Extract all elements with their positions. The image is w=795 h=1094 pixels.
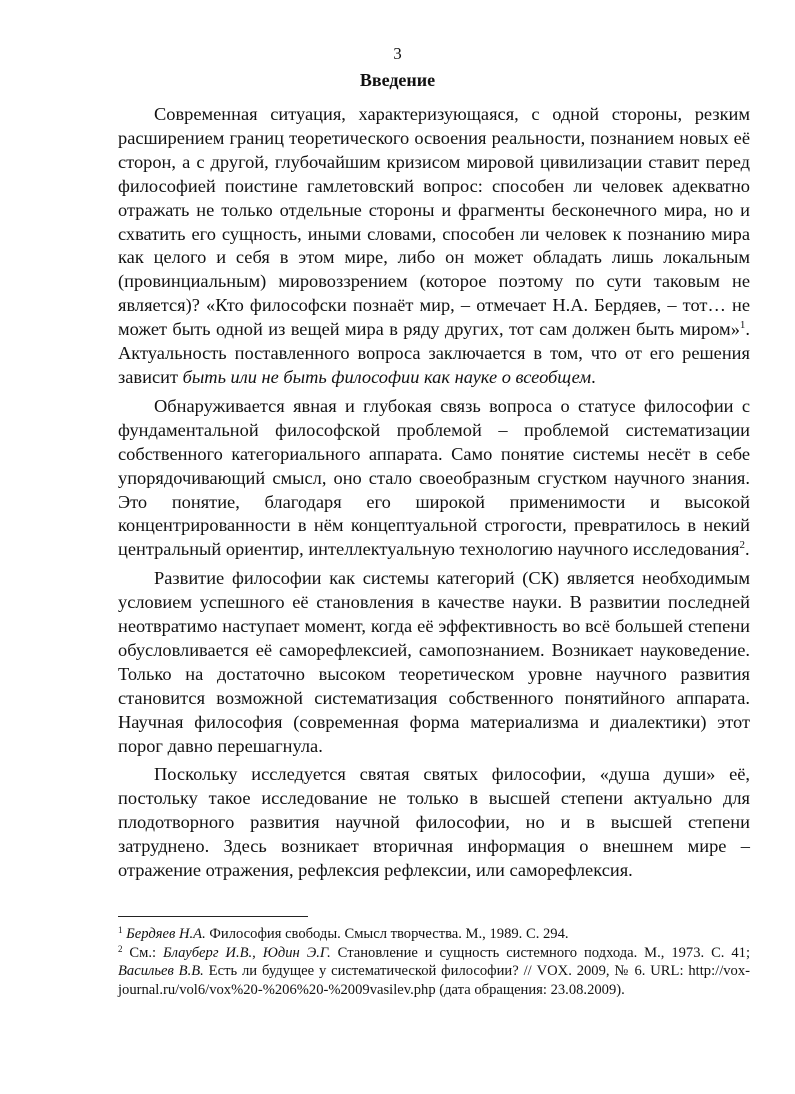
footnote-2 (118, 944, 750, 1000)
paragraph-text: Современная ситуация, характеризующаяся, с одной стороны, резким расширением границ теоретического освоения реальности, познанием новых её сторон, а с другой, глубочайшим кризисом мировой цивилизации ставит перед философией поистине гамлетовский вопрос: способен ли человек адекватно отражать не только отдельные стороны и фрагменты бесконечного мира, но и схватить его сущность, иными словами, способен ли человек к познанию мира как целого и себя в этом мире, либо он может обладать лишь локальным (провинциальным) мировоззрением (которое поэтому по сути таковым не является)? «Кто философски познаёт мир, – отмечает Н.А. Бердяев, – тот… не может быть одной из вещей мира в ряду других, тот сам должен быть миром» (118, 104, 750, 340)
footnotes (118, 925, 750, 999)
paragraph-text: . (591, 366, 596, 387)
page-number: 3 (393, 44, 402, 63)
footnote-text: Философия свободы. Смысл творчества. М., 1989. С. 294. (205, 926, 569, 942)
paragraph-intro (118, 103, 750, 390)
footnote-number: 1 (118, 925, 123, 935)
footnote-author: Васильев В.В. (118, 963, 204, 980)
paragraph-category-system: Развитие философии как системы категорий (СК) является необходимым условием успешного её становления в качестве науки. В развитии последней неотвратимо наступает момент, когда её эффективность во всё большей степени обусловливается её саморефлексией, самопознанием. Возникает науковедение. Только на достаточно высоком теоретическом уровне научного развития становится возможной систематизация собственного понятийного аппарата. Научная философия (современная форма материализма и диалектики) этот порог давно перешагнула. (118, 568, 750, 756)
paragraph-system-concept (118, 395, 750, 562)
footnote-text: Есть ли будущее у систематической философии? // VOX. 2009, № 6. URL: http://vox-journal.ru/vol6/vox%20-%206%20-%2009vasilev.php (дата обращения: 23.08.2009). (118, 963, 750, 998)
footnote-text: Становление и сущность системного подхода. М., 1973. С. 41; (330, 944, 750, 961)
body-text (118, 103, 750, 883)
footnote-number: 2 (118, 943, 123, 954)
footnote-ref-2[interactable]: 2 (739, 539, 745, 552)
footnote-author: Бердяев Н.А. (126, 926, 206, 942)
paragraph-text: Обнаруживается явная и глубокая связь вопроса о статусе философии с фундаментальной философской проблемой – проблемой систематизации собственного категориального аппарата. Само понятие системы несёт в себе упорядочивающий смысл, оно стало своеобразным сгустком научного знания. Это понятие, благодаря его широкой применимости и высокой концентрированности в нём концептуальной строгости, превратилось в некий центральный ориентир, интеллектуальную технологию научного исследования (118, 395, 750, 560)
footnote-author: Блауберг И.В., Юдин Э.Г. (162, 944, 331, 961)
footnote-divider (118, 916, 308, 917)
footnote-text: См.: (122, 944, 163, 961)
section-heading: Введение (359, 70, 436, 90)
footnote-ref-1[interactable]: 1 (739, 319, 746, 332)
paragraph-text: . Актуальность поставленного вопроса заключается в том, что от его решения зависит (118, 319, 750, 387)
emphasis-text: быть или не быть философии как науке о всеобщем (182, 366, 592, 387)
footnote-1 (118, 925, 750, 944)
paragraph-text: . (744, 539, 750, 560)
paragraph-self-reflection: Поскольку исследуется святая святых философии, «душа души» её, постольку такое исследование не только в высшей степени актуально для плодотворного развития научной философии, но и в высшей степени затруднено. Здесь возникает вторичная информация о внешнем мире – отражение отражения, рефлексия рефлексии, или саморефлексия. (118, 764, 750, 881)
